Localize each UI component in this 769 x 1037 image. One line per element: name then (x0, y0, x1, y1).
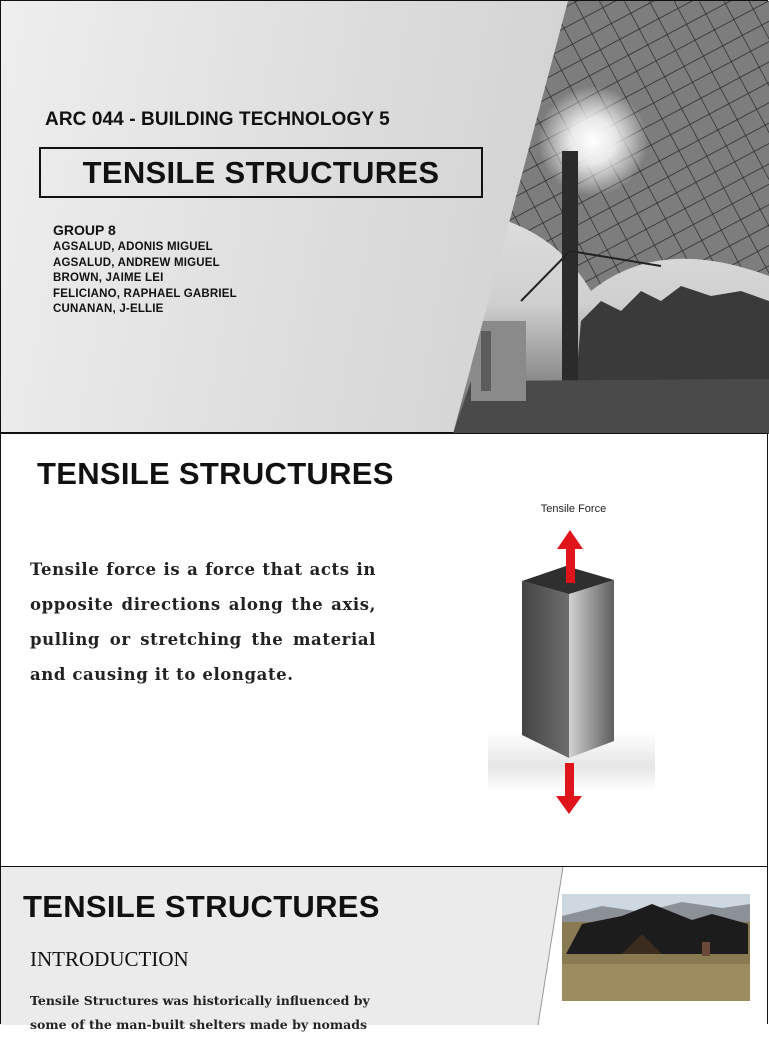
introduction-slide (0, 866, 768, 1032)
diagram-label: Tensile Force (540, 503, 607, 515)
group-label: GROUP 8 (53, 222, 116, 238)
course-title: ARC 044 - BUILDING TECHNOLOGY 5 (45, 109, 390, 130)
definition-paragraph: Tensile force is a force that acts in opposite directions along the axis, pulling or stretching the material and causing it to elongate. (30, 560, 376, 684)
member-name: FELICIANO, RAPHAEL GABRIEL (53, 287, 237, 300)
title-slide (0, 0, 768, 433)
nomad-tent-photo (562, 894, 750, 1001)
slide-title: TENSILE STRUCTURES (82, 154, 440, 190)
introduction-paragraph: Tensile Structures was historically influenced by some of the man-built shelters made by nomads (30, 993, 370, 1032)
title-box (39, 147, 483, 198)
member-name: AGSALUD, ANDREW MIGUEL (53, 256, 220, 269)
tensile-roof-photo (1, 1, 769, 434)
section-subheading: INTRODUCTION (30, 947, 189, 971)
member-name: CUNANAN, J-ELLIE (53, 303, 164, 316)
member-name: AGSALUD, ADONIS MIGUEL (53, 241, 213, 253)
slide-heading: TENSILE STRUCTURES (23, 889, 380, 924)
tensile-force-diagram (481, 496, 671, 826)
slide-heading: TENSILE STRUCTURES (37, 456, 394, 491)
member-name: BROWN, JAIME LEI (53, 272, 164, 285)
definition-slide (0, 433, 768, 867)
member-list (53, 240, 237, 318)
